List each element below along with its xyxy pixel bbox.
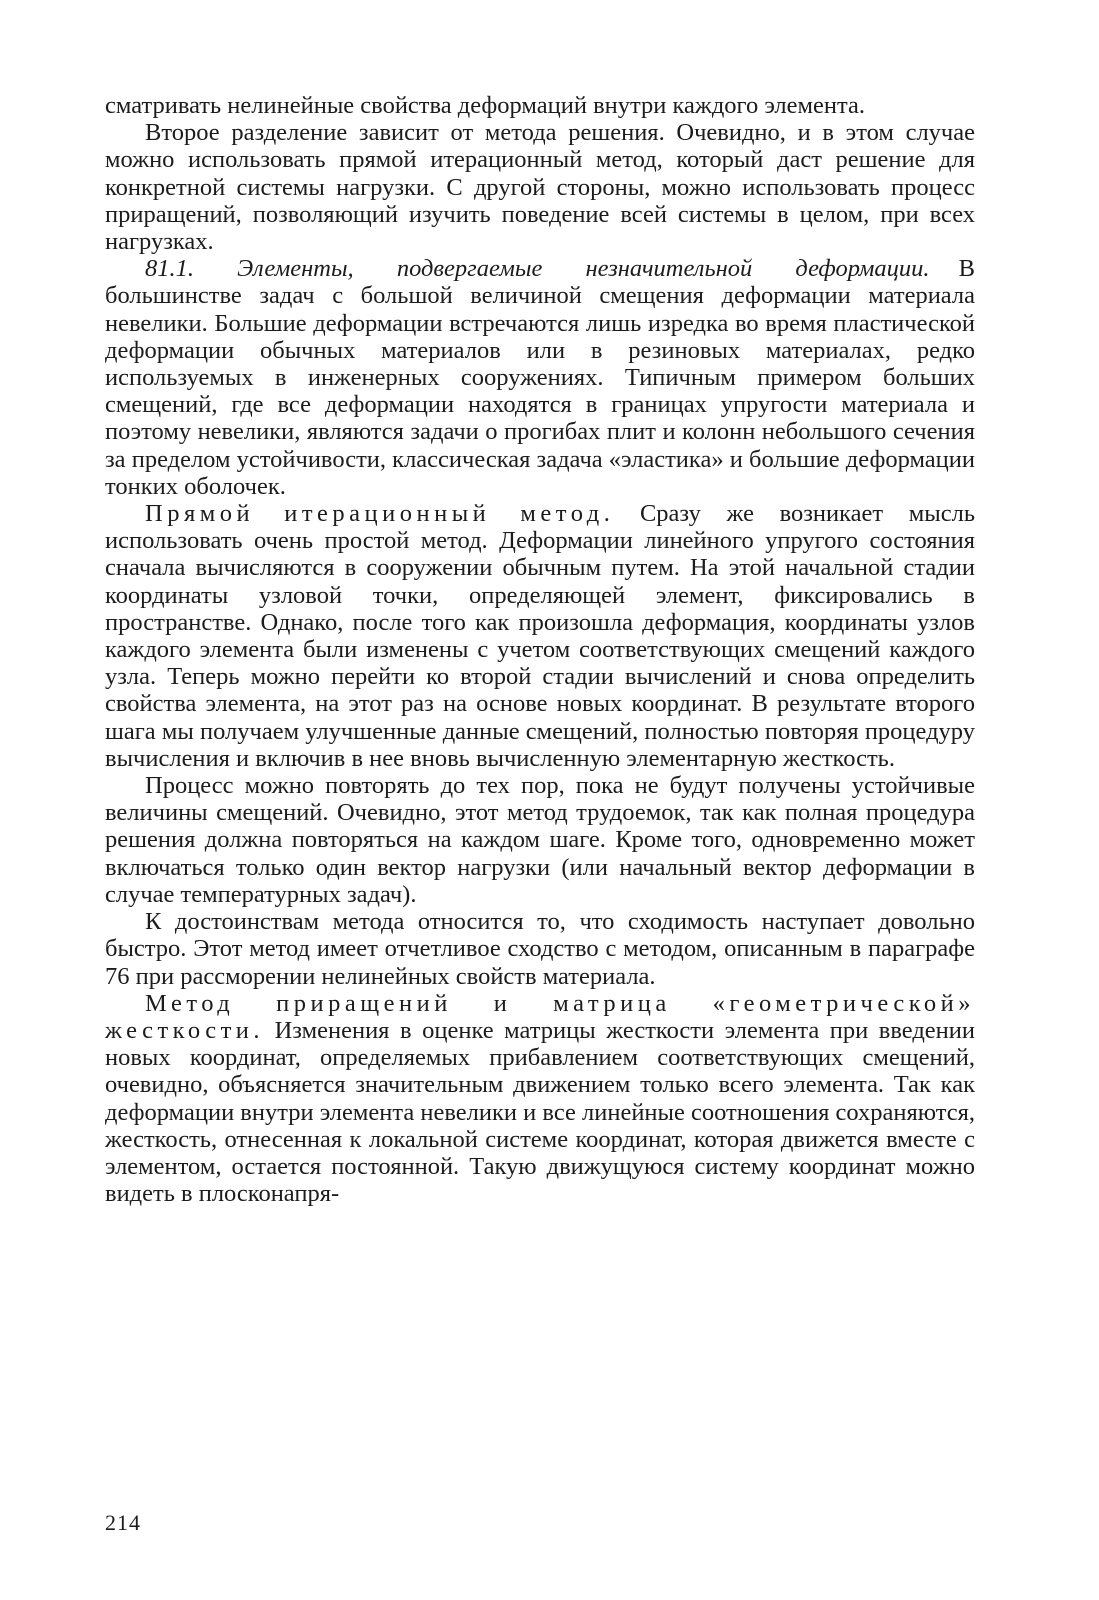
paragraph-section-81-1: [105, 255, 975, 500]
paragraph-text: В большинстве задач с большой величиной смещения деформации материала невелики. Большие деформации встречаются лишь изредка во время пластической деформации обычных материалов или в резиновых материалах, редко используемых в инженерных сооружениях. Типичным примером больших смещений, где все деформации находятся в границах упругости материала и поэтому невелики, являются задачи о прогибах плит и колонн небольшого сечения за пределом устойчивости, классическая задача «эластика» и большие деформации тонких оболочек.: [105, 255, 975, 500]
paragraph-text: К достоинствам метода относится то, что сходимость наступает довольно быстро. Этот метод имеет отчетливое сходство с методом, описанным в параграфе 76 при рассморении нелинейных свойств материала.: [105, 908, 975, 990]
section-heading-81-1: 81.1. Элементы, подвергаемые незначительной деформации.: [145, 255, 930, 283]
paragraph: [105, 119, 975, 255]
paragraph-text: Изменения в оценке матрицы жесткости элемента при введении новых координат, определяемых прибавлением соответствующих смещений, очевидно, объясняется значительным движением только всего элемента. Так как деформации внутри элемента невелики и все линейные соотношения сохраняются, жесткость, отнесенная к локальной системе координат, которая движется вместе с элементом, остается постоянной. Такую движущуюся систему координат можно видеть в плосконапря-: [105, 1016, 976, 1208]
page-number: 214: [105, 1510, 141, 1535]
paragraph-direct-iteration: [105, 500, 975, 772]
paragraph-text: Процесс можно повторять до тех пор, пока не будут получены устойчивые величины смещений. Очевидно, этот метод трудоемок, так как полная процедура решения должна повторяться на каждом шаге. Кроме того, одновременно может включаться только один вектор нагрузки (или начальный вектор деформации в случае температурных задач).: [105, 772, 975, 908]
paragraph-text: Второе разделение зависит от метода решения. Очевидно, и в этом случае можно использовать прямой итерационный метод, который даст решение для конкретной системы нагрузки. С другой стороны, можно использовать процесс приращений, позволяющий изучить поведение всей системы в целом, при всех нагрузках.: [105, 119, 975, 256]
body-text: [105, 92, 975, 1207]
paragraph-text: сматривать нелинейные свойства деформаций внутри каждого элемента.: [105, 92, 866, 119]
run-in-heading-increment-method: Метод приращений и матрица «геометрической» жесткости.: [105, 989, 975, 1044]
run-in-heading-direct-iteration: Прямой итерационный метод.: [145, 500, 615, 528]
paragraph-text: Сразу же возникает мысль использовать очень простой метод. Деформации линейного упругого состояния сначала вычисляются в сооружении обычным путем. На этой начальной стадии координаты узловой точки, определяющей элемент, фиксировались в пространстве. Однако, после того как произошла деформация, координаты узлов каждого элемента были изменены с учетом соответствующих смещений каждого узла. Теперь можно перейти ко второй стадии вычислений и снова определить свойства элемента, на этот раз на основе новых координат. В результате второго шага мы получаем улучшенные данные смещений, полностью повторяя процедуру вычисления и включив в нее вновь вычисленную элементарную жесткость.: [105, 500, 975, 772]
paragraph-increment-method: [105, 990, 975, 1208]
document-page: [105, 92, 975, 1552]
paragraph: [105, 772, 975, 908]
paragraph-continuation: [105, 92, 975, 119]
paragraph: [105, 908, 975, 990]
